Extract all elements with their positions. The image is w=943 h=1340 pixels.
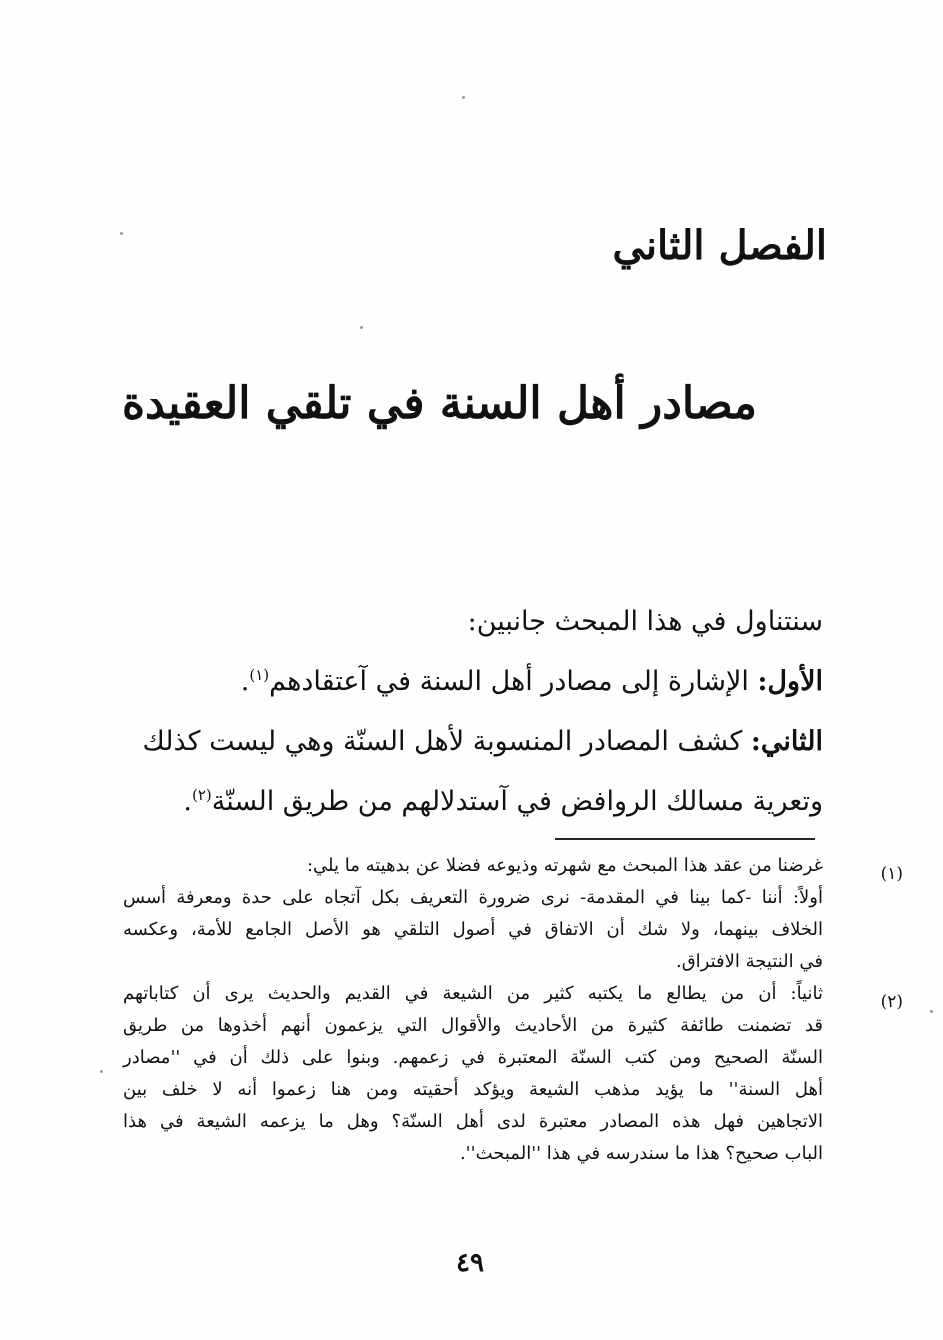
footnote-ref-2[interactable]: (٢)	[192, 786, 212, 804]
second-point	[123, 712, 823, 772]
scan-speck	[462, 96, 465, 99]
footnote-2-number: (٢)	[880, 992, 903, 1012]
footnote-1-number: (١)	[880, 864, 903, 884]
footnote-1-line: الخلاف بينهما، ولا شك أن الاتفاق في أصول التلقي هو الأصل الجامع للأمة، وعكسه	[123, 919, 823, 940]
footnote-ref-1[interactable]: (١)	[249, 666, 270, 684]
scan-speck	[120, 232, 123, 235]
first-point-text: الإشارة إلى مصادر أهل السنة في آعتقادهم	[269, 666, 749, 697]
chapter-title: مصادر أهل السنة في تلقي العقيدة	[121, 378, 757, 429]
footnote-1	[123, 850, 903, 978]
page-number: ٤٩	[456, 1248, 484, 1278]
footnote-1-line: أولاً: أننا -كما بينا في المقدمة- نرى ضرورة التعريف بكل آتجاه على حدة ومعرفة أسس	[123, 887, 823, 908]
first-point-lead: الأول:	[757, 666, 823, 697]
footnote-2-line: أهل السنة'' ما يؤيد مذهب الشيعة ويؤكد أحقيته ومن هنا زعموا أنه لا خلف بين	[123, 1079, 823, 1100]
footnote-separator	[555, 838, 815, 840]
scan-speck	[360, 326, 363, 329]
second-point-end: .	[183, 786, 192, 817]
second-point-text-2: وتعرية مسالك الروافض في آستدلالهم من طريق السنّة	[211, 786, 823, 817]
second-point-cont	[123, 772, 823, 832]
first-point	[123, 652, 823, 712]
footnote-2-line: السنّة الصحيح ومن كتب السنّة المعتبرة في زعمهم. وبنوا على ذلك أن في ''مصادر	[123, 1047, 823, 1068]
footnote-2-line: الاتجاهين فهل هذه المصادر معتبرة لدى أهل السنّة؟ وهل ما يزعمه الشيعة في هذا	[123, 1111, 823, 1132]
footnotes	[123, 850, 903, 1170]
scan-speck	[100, 1070, 103, 1073]
footnote-2-line: الباب صحيح؟ هذا ما سندرسه في هذا ''المبحث''.	[459, 1143, 823, 1164]
footnote-2	[123, 978, 903, 1170]
second-point-lead: الثاني:	[750, 726, 823, 757]
scan-speck	[930, 1010, 933, 1013]
second-point-text-1: كشف المصادر المنسوبة لأهل السنّة وهي ليست كذلك	[142, 726, 743, 757]
footnote-1-line: غرضنا من عقد هذا المبحث مع شهرته وذيوعه فضلا عن بدهيته ما يلي:	[306, 855, 823, 876]
footnote-1-line: في النتيجة الافتراق.	[675, 951, 823, 972]
footnote-2-line: ثانياً: أن من يطالع ما يكتبه كثير من الشيعة في القديم والحديث يرى أن كتاباتهم	[123, 983, 823, 1004]
chapter-label: الفصل الثاني	[612, 222, 827, 269]
first-point-end: .	[240, 666, 250, 697]
intro-line: سنتناول في هذا المبحث جانبين:	[467, 606, 823, 637]
footnote-2-line: قد تضمنت طائفة كثيرة من الأحاديث والأقوال التي يزعمون أنهم أخذوها من طريق	[123, 1015, 823, 1036]
body-text	[123, 592, 823, 832]
